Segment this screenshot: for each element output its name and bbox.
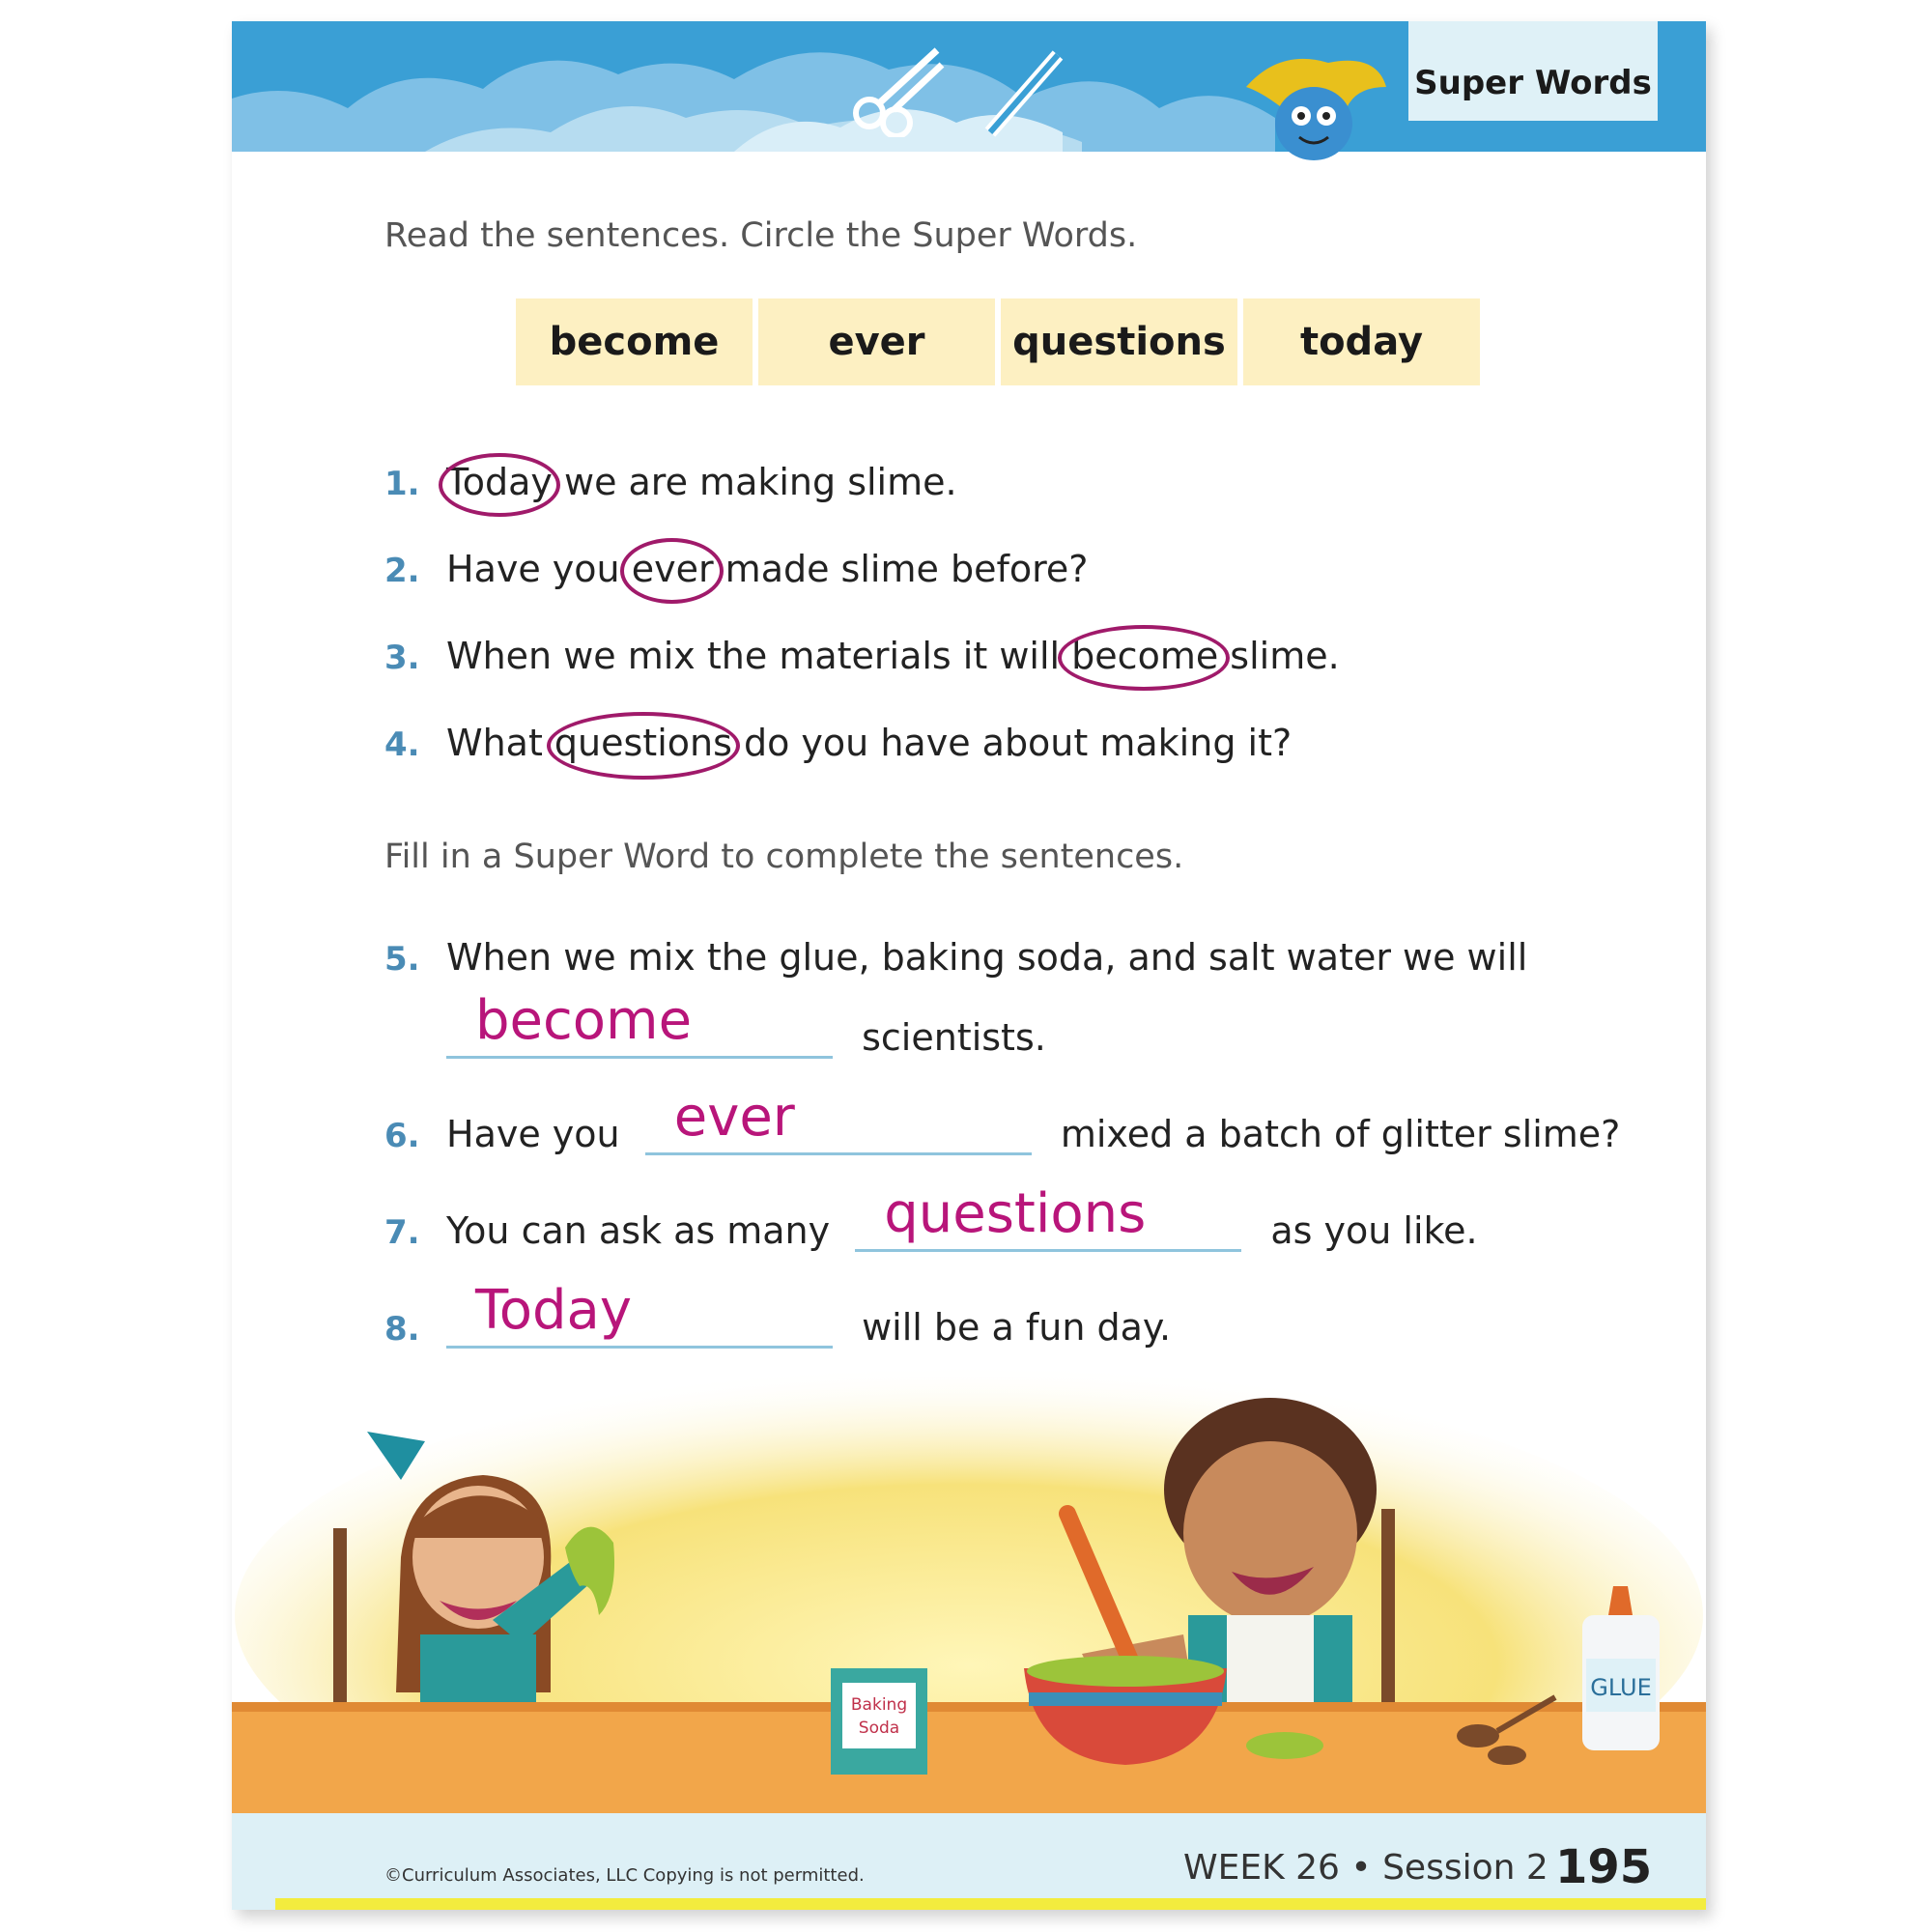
table [232, 1702, 1706, 1813]
sentence-text: When we mix the glue, baking soda, and salt water we will [446, 936, 1528, 979]
circle-item-3 [384, 635, 1340, 677]
circled-word-text: become [1071, 635, 1219, 677]
fill-item-8 [384, 1279, 1172, 1349]
monster-mascot-icon [1241, 48, 1396, 174]
item-number: 8. [384, 1310, 420, 1349]
page-number: 195 [1555, 1840, 1653, 1894]
sentence-text: we are making slime. [552, 461, 957, 503]
page-footer [232, 1813, 1706, 1910]
chair-right [1381, 1509, 1395, 1712]
fill-item-5-line1 [384, 936, 1527, 979]
answer-blank[interactable] [855, 1182, 1241, 1252]
circle-mark [547, 712, 740, 780]
item-number: 4. [384, 725, 420, 764]
slime-making-illustration [232, 1364, 1706, 1813]
item-number: 2. [384, 552, 420, 590]
circled-word[interactable] [632, 548, 714, 590]
item-number: 6. [384, 1117, 420, 1155]
item-number: 5. [384, 940, 420, 979]
circle-mark [1058, 625, 1230, 691]
item-number: 1. [384, 465, 420, 503]
circled-word-text: Today [446, 461, 553, 503]
fill-item-7 [384, 1182, 1478, 1252]
circle-instructions: Read the sentences. Circle the Super Words. [384, 216, 1138, 255]
copyright-notice: ©Curriculum Associates, LLC Copying is not permitted. [384, 1865, 865, 1886]
answer-text: become [475, 989, 693, 1052]
footer-accent-bar [275, 1898, 1706, 1910]
circled-word[interactable] [1071, 635, 1218, 677]
slime-puddle [1246, 1732, 1323, 1759]
answer-blank[interactable] [446, 989, 833, 1059]
sentence-text: mixed a batch of glitter slime? [1060, 1113, 1621, 1155]
answer-blank[interactable] [446, 1279, 833, 1349]
circled-word[interactable] [446, 461, 553, 503]
circle-item-4 [384, 722, 1292, 764]
sentence-text: will be a fun day. [862, 1306, 1172, 1349]
circle-mark [439, 453, 560, 517]
fill-item-5-line2 [446, 989, 1046, 1059]
item-number: 3. [384, 639, 420, 677]
box-label-line1: Baking [850, 1695, 908, 1715]
answer-text: questions [884, 1182, 1147, 1245]
fill-instructions: Fill in a Super Word to complete the sentences. [384, 838, 1184, 876]
sentence-text: Have you [446, 548, 632, 590]
chair-left [333, 1528, 347, 1712]
sentence-text: What [446, 722, 554, 764]
sentence-text: as you like. [1270, 1209, 1478, 1252]
pencil-icon [976, 41, 1072, 137]
answer-blank[interactable] [645, 1086, 1032, 1155]
answer-text: ever [673, 1086, 795, 1149]
circle-item-1 [384, 461, 957, 503]
word-bank-item: become [516, 298, 753, 385]
week-session-label: WEEK 26 • Session 2 [1183, 1848, 1548, 1888]
word-bank-item: today [1243, 298, 1480, 385]
circled-word-text: questions [554, 722, 732, 764]
sentence-text: Have you [446, 1113, 620, 1155]
word-bank [516, 298, 1480, 385]
word-bank-item: ever [758, 298, 995, 385]
fill-item-6 [384, 1086, 1621, 1155]
circled-word[interactable] [554, 722, 732, 764]
glue-label: GLUE [1590, 1674, 1652, 1701]
sentence-text: scientists. [862, 1016, 1046, 1059]
item-number: 7. [384, 1213, 420, 1252]
sentence-text: slime. [1218, 635, 1340, 677]
box-label-line2: Soda [858, 1719, 900, 1738]
sentence-text: made slime before? [713, 548, 1089, 590]
sentence-text: You can ask as many [446, 1209, 831, 1252]
circled-word-text: ever [631, 548, 714, 590]
sentence-text: do you have about making it? [731, 722, 1293, 764]
baking-soda-box [831, 1668, 927, 1775]
word-bank-item: questions [1001, 298, 1237, 385]
scissors-icon [850, 41, 947, 137]
sentence-text: When we mix the materials it will [446, 635, 1072, 677]
worksheet-page [232, 21, 1706, 1910]
circle-mark [620, 538, 724, 604]
answer-text: Today [475, 1279, 632, 1342]
section-title: Super Words [1414, 64, 1652, 102]
circle-item-2 [384, 548, 1088, 590]
